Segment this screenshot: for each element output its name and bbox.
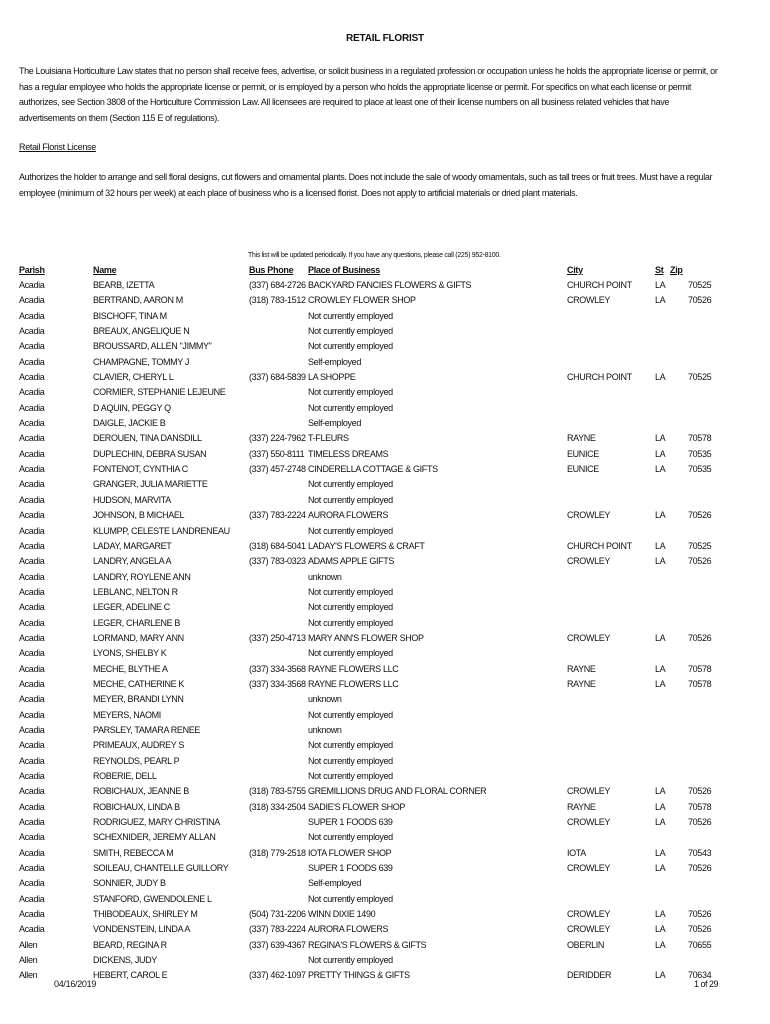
cell-zip: 70526	[688, 924, 712, 935]
cell-place: Not currently employed	[308, 893, 393, 904]
table-row	[0, 862, 770, 877]
cell-place: Not currently employed	[308, 310, 393, 321]
cell-phone: (337) 639-4367	[249, 939, 306, 950]
cell-name: DUPLECHIN, DEBRA SUSAN	[93, 448, 207, 459]
section-description: Authorizes the holder to arrange and sell floral designs, cut flowers and ornamental plants. Does not include the sale of woody ornamentals, such as tall trees or fruit trees. Must have a regular employee (minimum of 32 hours per week) at each place of business who is a licensed florist. Does not apply to artificial materials or dried plant materials.	[19, 172, 713, 198]
cell-zip: 70526	[688, 909, 712, 920]
cell-parish: Acadia	[19, 540, 45, 551]
table-row	[0, 801, 770, 816]
cell-phone: (337) 224-7962	[249, 433, 306, 444]
cell-parish: Acadia	[19, 295, 45, 306]
cell-place: SUPER 1 FOODS 639	[308, 863, 393, 874]
cell-name: LYONS, SHELBY K	[93, 648, 167, 659]
cell-parish: Acadia	[19, 663, 45, 674]
cell-place: Not currently employed	[308, 740, 393, 751]
cell-place: LA SHOPPE	[308, 372, 356, 383]
cell-parish: Acadia	[19, 341, 45, 352]
header-state: St	[655, 265, 664, 275]
cell-name: SMITH, REBECCA M	[93, 847, 174, 858]
footer-date: 04/16/2019	[54, 979, 97, 989]
table-row	[0, 356, 770, 371]
cell-name: DAIGLE, JACKIE B	[93, 418, 166, 429]
header-place-of-business: Place of Business	[308, 265, 380, 275]
cell-state: LA	[655, 280, 666, 290]
table-row	[0, 386, 770, 401]
cell-name: STANFORD, GWENDOLENE L	[93, 893, 212, 904]
cell-name: CHAMPAGNE, TOMMY J	[93, 356, 190, 367]
cell-name: ROBICHAUX, LINDA B	[93, 801, 180, 812]
cell-city: CHURCH POINT	[567, 540, 632, 551]
cell-parish: Acadia	[19, 402, 45, 413]
cell-phone: (337) 783-2224	[249, 510, 306, 521]
cell-phone: (318) 779-2518	[249, 847, 306, 858]
cell-parish: Acadia	[19, 863, 45, 874]
cell-name: BERTRAND, AARON M	[93, 295, 183, 306]
cell-name: LEGER, ADELINE C	[93, 602, 170, 613]
header-bus-phone: Bus Phone	[249, 265, 294, 275]
table-row	[0, 939, 770, 954]
cell-place: Self-employed	[308, 878, 361, 889]
cell-city: CROWLEY	[567, 510, 611, 521]
cell-parish: Acadia	[19, 924, 45, 935]
cell-parish: Acadia	[19, 724, 45, 735]
cell-name: THIBODEAUX, SHIRLEY M	[93, 909, 198, 920]
licensee-table	[0, 279, 770, 985]
cell-state: LA	[655, 817, 666, 828]
cell-place: AURORA FLOWERS	[308, 510, 389, 521]
cell-zip: 70543	[688, 847, 712, 858]
cell-state: LA	[655, 433, 666, 444]
cell-city: RAYNE	[567, 801, 596, 812]
cell-place: PRETTY THINGS & GIFTS	[308, 970, 410, 981]
table-row	[0, 586, 770, 601]
cell-zip: 70526	[688, 295, 712, 306]
table-row	[0, 724, 770, 739]
cell-state: LA	[655, 924, 666, 935]
cell-place: BACKYARD FANCIES FLOWERS & GIFTS	[308, 280, 472, 290]
cell-name: LADAY, MARGARET	[93, 540, 172, 551]
table-row	[0, 294, 770, 309]
table-row	[0, 908, 770, 923]
cell-name: BREAUX, ANGELIQUE N	[93, 326, 190, 337]
cell-state: LA	[655, 970, 666, 981]
cell-place: Self-employed	[308, 418, 361, 429]
cell-phone: (337) 462-1097	[249, 970, 306, 981]
table-row	[0, 325, 770, 340]
cell-parish: Acadia	[19, 740, 45, 751]
table-row	[0, 923, 770, 938]
cell-parish: Acadia	[19, 494, 45, 505]
cell-parish: Allen	[19, 955, 38, 966]
table-row	[0, 632, 770, 647]
table-row	[0, 417, 770, 432]
table-row	[0, 816, 770, 831]
cell-zip: 70526	[688, 786, 712, 797]
cell-phone: (318) 783-1512	[249, 295, 306, 306]
table-row	[0, 847, 770, 862]
cell-place: Not currently employed	[308, 387, 393, 398]
cell-parish: Acadia	[19, 801, 45, 812]
cell-city: CHURCH POINT	[567, 372, 632, 383]
table-row	[0, 432, 770, 447]
cell-parish: Acadia	[19, 878, 45, 889]
cell-city: EUNICE	[567, 464, 599, 475]
table-row	[0, 463, 770, 478]
cell-phone: (318) 783-5755	[249, 786, 306, 797]
cell-zip: 70578	[688, 663, 712, 674]
cell-parish: Acadia	[19, 678, 45, 689]
cell-name: HEBERT, CAROL E	[93, 970, 168, 981]
cell-place: unknown	[308, 724, 342, 735]
cell-place: RAYNE FLOWERS LLC	[308, 663, 399, 674]
cell-city: OBERLIN	[567, 939, 605, 950]
cell-name: GRANGER, JULIA MARIETTE	[93, 479, 208, 490]
cell-name: CORMIER, STEPHANIE LEJEUNE	[93, 387, 226, 398]
cell-state: LA	[655, 801, 666, 812]
cell-parish: Acadia	[19, 648, 45, 659]
cell-zip: 70525	[688, 540, 712, 551]
cell-state: LA	[655, 556, 666, 567]
table-row	[0, 494, 770, 509]
cell-place: AURORA FLOWERS	[308, 924, 389, 935]
cell-city: CROWLEY	[567, 786, 611, 797]
cell-place: Not currently employed	[308, 494, 393, 505]
cell-name: PRIMEAUX, AUDREY S	[93, 740, 185, 751]
update-note: This list will be updated periodically. If you have any questions, please call (225) 952-8100.	[248, 252, 501, 259]
cell-city: DERIDDER	[567, 970, 612, 981]
cell-city: CROWLEY	[567, 556, 611, 567]
cell-place: unknown	[308, 694, 342, 705]
table-row	[0, 785, 770, 800]
cell-name: BROUSSARD, ALLEN "JIMMY"	[93, 341, 212, 352]
cell-zip: 70655	[688, 939, 712, 950]
table-row	[0, 693, 770, 708]
cell-zip: 70535	[688, 464, 712, 475]
cell-parish: Acadia	[19, 464, 45, 475]
intro-paragraph: The Louisiana Horticulture Law states that no person shall receive fees, advertise, or solicit business in a regulated profession or occupation unless he holds the appropriate license or permit, or has a regular employee who holds the appropriate license or permit, or is employed by a person who holds the appropriate license or permit. For specifics on what each license or permit authorizes, see Section 3808 of the Horticulture Commission Law. All licensees are required to place at least one of their license numbers on all business related vehicles that have advertisements on them (Section 115 E of regulations).	[19, 66, 718, 123]
cell-parish: Acadia	[19, 786, 45, 797]
table-row	[0, 831, 770, 846]
cell-name: MECHE, BLYTHE A	[93, 663, 168, 674]
table-row	[0, 402, 770, 417]
table-row	[0, 540, 770, 555]
cell-place: Not currently employed	[308, 326, 393, 337]
cell-name: MECHE, CATHERINE K	[93, 678, 185, 689]
table-row	[0, 954, 770, 969]
cell-city: CROWLEY	[567, 924, 611, 935]
cell-name: BEARD, REGINA R	[93, 939, 167, 950]
cell-state: LA	[655, 847, 666, 858]
cell-state: LA	[655, 663, 666, 674]
cell-zip: 70526	[688, 817, 712, 828]
cell-parish: Acadia	[19, 372, 45, 383]
table-row	[0, 371, 770, 386]
cell-phone: (337) 783-2224	[249, 924, 306, 935]
cell-zip: 70578	[688, 433, 712, 444]
cell-parish: Acadia	[19, 909, 45, 920]
cell-name: FONTENOT, CYNTHIA C	[93, 464, 188, 475]
table-row	[0, 739, 770, 754]
table-row	[0, 448, 770, 463]
cell-zip: 70634	[688, 970, 712, 981]
cell-place: MARY ANN'S FLOWER SHOP	[308, 632, 424, 643]
table-row	[0, 663, 770, 678]
cell-parish: Acadia	[19, 771, 45, 781]
cell-place: Self-employed	[308, 356, 361, 367]
cell-zip: 70526	[688, 863, 712, 874]
cell-zip: 70526	[688, 556, 712, 567]
cell-parish: Acadia	[19, 387, 45, 398]
cell-place: CINDERELLA COTTAGE & GIFTS	[308, 464, 438, 475]
cell-parish: Acadia	[19, 448, 45, 459]
cell-parish: Acadia	[19, 326, 45, 337]
table-row	[0, 969, 770, 984]
cell-parish: Acadia	[19, 510, 45, 521]
table-row	[0, 877, 770, 892]
cell-parish: Acadia	[19, 571, 45, 582]
cell-place: Not currently employed	[308, 709, 393, 720]
cell-city: CROWLEY	[567, 632, 611, 643]
footer-page-number: 1 of 29	[694, 979, 719, 989]
cell-place: Not currently employed	[308, 586, 393, 597]
cell-phone: (337) 457-2748	[249, 464, 306, 475]
cell-parish: Acadia	[19, 617, 45, 628]
cell-name: SONNIER, JUDY B	[93, 878, 166, 889]
cell-name: SOILEAU, CHANTELLE GUILLORY	[93, 863, 229, 874]
cell-name: MEYER, BRANDI LYNN	[93, 694, 184, 705]
cell-place: Not currently employed	[308, 341, 393, 352]
cell-parish: Acadia	[19, 356, 45, 367]
cell-state: LA	[655, 540, 666, 551]
cell-place: WINN DIXIE 1490	[308, 909, 376, 920]
table-row	[0, 571, 770, 586]
cell-name: HUDSON, MARVITA	[93, 494, 171, 505]
cell-city: RAYNE	[567, 433, 596, 444]
cell-city: EUNICE	[567, 448, 599, 459]
table-row	[0, 310, 770, 325]
cell-state: LA	[655, 863, 666, 874]
cell-state: LA	[655, 632, 666, 643]
cell-state: LA	[655, 372, 666, 383]
cell-place: REGINA'S FLOWERS & GIFTS	[308, 939, 427, 950]
cell-zip: 70535	[688, 448, 712, 459]
cell-city: RAYNE	[567, 663, 596, 674]
table-row	[0, 647, 770, 662]
cell-city: CROWLEY	[567, 817, 611, 828]
cell-parish: Acadia	[19, 893, 45, 904]
cell-place: TIMELESS DREAMS	[308, 448, 389, 459]
cell-city: IOTA	[567, 847, 586, 858]
cell-state: LA	[655, 510, 666, 521]
cell-place: T-FLEURS	[308, 433, 349, 444]
cell-place: ADAMS APPLE GIFTS	[308, 556, 395, 567]
cell-name: ROBICHAUX, JEANNE B	[93, 786, 189, 797]
header-parish: Parish	[19, 265, 45, 275]
cell-phone: (337) 334-3568	[249, 663, 306, 674]
cell-name: DEROUEN, TINA DANSDILL	[93, 433, 202, 444]
cell-name: LEGER, CHARLENE B	[93, 617, 181, 628]
cell-parish: Acadia	[19, 755, 45, 766]
cell-parish: Allen	[19, 970, 38, 981]
cell-place: Not currently employed	[308, 617, 393, 628]
cell-place: CROWLEY FLOWER SHOP	[308, 295, 416, 306]
cell-parish: Acadia	[19, 632, 45, 643]
cell-place: Not currently employed	[308, 525, 393, 536]
cell-zip: 70526	[688, 632, 712, 643]
table-row	[0, 478, 770, 493]
table-row	[0, 755, 770, 770]
cell-name: PARSLEY, TAMARA RENEE	[93, 724, 201, 735]
table-row	[0, 555, 770, 570]
cell-zip: 70525	[688, 372, 712, 383]
cell-name: RODRIGUEZ, MARY CHRISTINA	[93, 817, 220, 828]
table-row	[0, 601, 770, 616]
cell-city: CROWLEY	[567, 295, 611, 306]
cell-name: LANDRY, ROYLENE ANN	[93, 571, 191, 582]
cell-name: DICKENS, JUDY	[93, 955, 157, 966]
cell-city: CROWLEY	[567, 909, 611, 920]
cell-name: KLUMPP, CELESTE LANDRENEAU	[93, 525, 230, 536]
cell-parish: Acadia	[19, 586, 45, 597]
cell-phone: (337) 334-3568	[249, 678, 306, 689]
cell-phone: (337) 550-8111	[249, 448, 305, 459]
cell-name: VONDENSTEIN, LINDA A	[93, 924, 191, 935]
cell-parish: Acadia	[19, 280, 45, 290]
header-city: City	[567, 265, 583, 275]
cell-parish: Acadia	[19, 832, 45, 843]
cell-state: LA	[655, 939, 666, 950]
table-row	[0, 279, 770, 294]
cell-place: Not currently employed	[308, 479, 393, 490]
cell-zip: 70526	[688, 510, 712, 521]
cell-state: LA	[655, 295, 666, 306]
cell-parish: Acadia	[19, 479, 45, 490]
cell-place: Not currently employed	[308, 648, 393, 659]
cell-state: LA	[655, 909, 666, 920]
cell-place: Not currently employed	[308, 832, 393, 843]
cell-city: RAYNE	[567, 678, 596, 689]
table-row	[0, 525, 770, 540]
table-row	[0, 340, 770, 355]
table-row	[0, 893, 770, 908]
cell-phone: (337) 250-4713	[249, 632, 306, 643]
cell-phone: (318) 334-2504	[249, 801, 306, 812]
cell-zip: 70578	[688, 801, 712, 812]
cell-parish: Allen	[19, 939, 38, 950]
cell-place: Not currently employed	[308, 755, 393, 766]
cell-name: MEYERS, NAOMI	[93, 709, 161, 720]
table-row	[0, 770, 770, 785]
cell-zip: 70578	[688, 678, 712, 689]
cell-parish: Acadia	[19, 847, 45, 858]
cell-name: BISCHOFF, TINA M	[93, 310, 167, 321]
cell-place: GREMILLIONS DRUG AND FLORAL CORNER	[308, 786, 487, 797]
cell-place: LADAY'S FLOWERS & CRAFT	[308, 540, 425, 551]
cell-place: Not currently employed	[308, 771, 393, 781]
cell-phone: (337) 684-2726	[249, 280, 306, 290]
cell-phone: (504) 731-2206	[249, 909, 306, 920]
cell-place: SUPER 1 FOODS 639	[308, 817, 393, 828]
cell-name: ROBERIE, DELL	[93, 771, 157, 781]
cell-state: LA	[655, 678, 666, 689]
cell-state: LA	[655, 786, 666, 797]
table-row	[0, 709, 770, 724]
cell-city: CHURCH POINT	[567, 280, 632, 290]
cell-parish: Acadia	[19, 694, 45, 705]
header-zip: Zip	[670, 265, 683, 275]
cell-parish: Acadia	[19, 525, 45, 536]
cell-place: IOTA FLOWER SHOP	[308, 847, 392, 858]
cell-zip: 70525	[688, 280, 712, 290]
cell-phone: (337) 783-0323	[249, 556, 306, 567]
cell-name: SCHEXNIDER, JEREMY ALLAN	[93, 832, 216, 843]
cell-name: D AQUIN, PEGGY Q	[93, 402, 171, 413]
cell-parish: Acadia	[19, 556, 45, 567]
cell-place: Not currently employed	[308, 402, 393, 413]
section-heading: Retail Florist License	[19, 142, 96, 152]
cell-parish: Acadia	[19, 418, 45, 429]
table-row	[0, 509, 770, 524]
cell-name: JOHNSON, B MICHAEL	[93, 510, 185, 521]
cell-place: unknown	[308, 571, 342, 582]
table-row	[0, 678, 770, 693]
cell-place: Not currently employed	[308, 602, 393, 613]
cell-name: LORMAND, MARY ANN	[93, 632, 184, 643]
cell-phone: (337) 684-5839	[249, 372, 306, 383]
header-name: Name	[93, 265, 117, 275]
cell-place: SADIE'S FLOWER SHOP	[308, 801, 406, 812]
cell-parish: Acadia	[19, 817, 45, 828]
cell-parish: Acadia	[19, 433, 45, 444]
cell-name: CLAVIER, CHERYL L	[93, 372, 174, 383]
cell-name: LANDRY, ANGELA A	[93, 556, 172, 567]
cell-place: RAYNE FLOWERS LLC	[308, 678, 399, 689]
document-title: RETAIL FLORIST	[346, 33, 424, 44]
cell-phone: (318) 684-5041	[249, 540, 306, 551]
cell-place: Not currently employed	[308, 955, 393, 966]
cell-state: LA	[655, 448, 666, 459]
cell-name: REYNOLDS, PEARL P	[93, 755, 180, 766]
cell-name: BEARB, IZETTA	[93, 280, 155, 290]
cell-city: CROWLEY	[567, 863, 611, 874]
cell-parish: Acadia	[19, 602, 45, 613]
cell-parish: Acadia	[19, 310, 45, 321]
table-row	[0, 617, 770, 632]
cell-parish: Acadia	[19, 709, 45, 720]
cell-name: LEBLANC, NELTON R	[93, 586, 178, 597]
cell-state: LA	[655, 464, 666, 475]
